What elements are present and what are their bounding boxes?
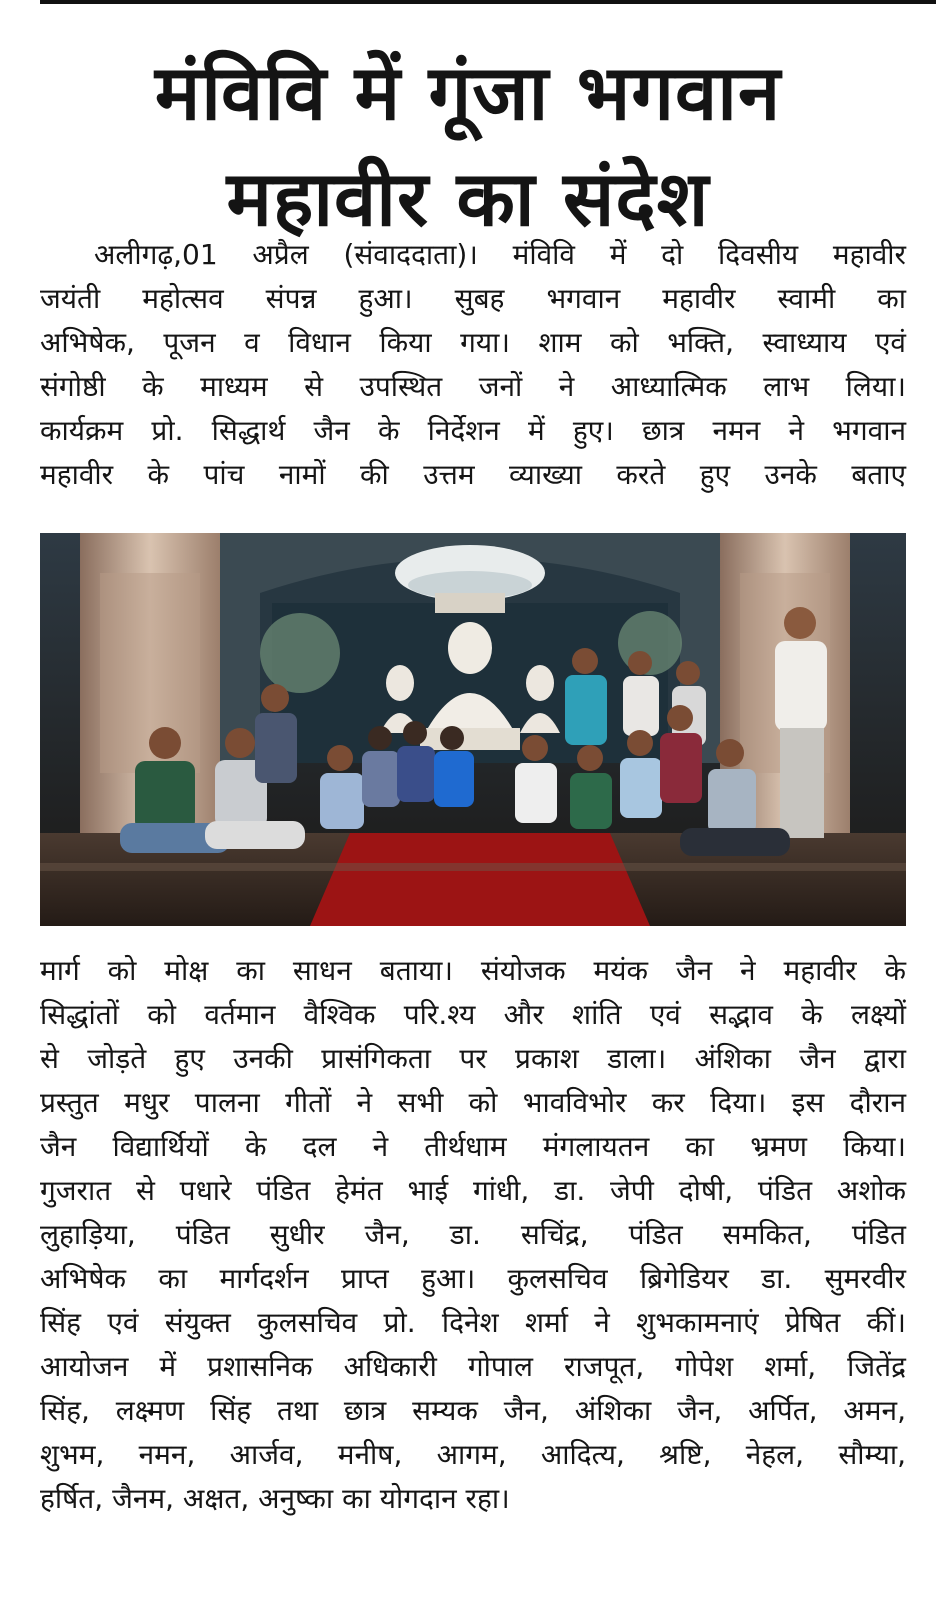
article-line: जैन विद्यार्थियों के दल ने तीर्थधाम मंगलायतन का भ्रमण किया। [40,1130,906,1163]
article-paragraph-1 [40,233,906,497]
group-photo-illustration [40,533,906,926]
top-rule [40,0,936,4]
headline [36,39,900,251]
article-line: हर्षित, जैनम, अक्षत, अनुष्का का योगदान रहा। [40,1482,510,1515]
article-line: अभिषेक, पूजन व विधान किया गया। शाम को भक्ति, स्वाध्याय एवं [40,326,906,359]
article-line: सिद्धांतों को वर्तमान वैश्विक परि.श्य और शांति एवं सद्भाव के लक्ष्यों [40,998,906,1031]
article-line: संगोष्ठी के माध्यम से उपस्थित जनों ने आध्यात्मिक लाभ लिया। [40,370,906,403]
article-line: सिंह, लक्ष्मण सिंह तथा छात्र सम्यक जैन, अंशिका जैन, अर्पित, अमन, [40,1394,906,1427]
article-line: सिंह एवं संयुक्त कुलसचिव प्रो. दिनेश शर्मा ने शुभकामनाएं प्रेषित कीं। [40,1306,906,1339]
article-line: अलीगढ़,01 अप्रैल (संवाददाता)। मंविवि में दो दिवसीय महावीर [94,238,906,271]
article-line: जयंती महोत्सव संपन्न हुआ। सुबह भगवान महावीर स्वामी का [40,282,906,315]
article-line: शुभम, नमन, आर्जव, मनीष, आगम, आदित्य, श्रष्टि, नेहल, सौम्या, [40,1438,906,1471]
article-line: महावीर के पांच नामों की उत्तम व्याख्या करते हुए उनके बताए [40,458,906,491]
event-photo [40,533,906,926]
article-paragraph-2 [40,949,906,1521]
article-line: प्रस्तुत मधुर पालना गीतों ने सभी को भावविभोर कर दिया। इस दौरान [40,1086,906,1119]
article-line: अभिषेक का मार्गदर्शन प्राप्त हुआ। कुलसचिव ब्रिगेडियर डा. सुमरवीर [40,1262,906,1295]
article-line: आयोजन में प्रशासनिक अधिकारी गोपाल राजपूत, गोपेश शर्मा, जितेंद्र [40,1350,906,1383]
headline-line-2: महावीर का संदेश [226,154,710,244]
headline-line-1: मंविवि में गूंजा भगवान [154,48,782,138]
article-line: कार्यक्रम प्रो. सिद्धार्थ जैन के निर्देशन में हुए। छात्र नमन ने भगवान [40,414,906,447]
article-line: से जोड़ते हुए उनकी प्रासंगिकता पर प्रकाश डाला। अंशिका जैन द्वारा [40,1042,906,1075]
article-line: गुजरात से पधारे पंडित हेमंत भाई गांधी, डा. जेपी दोषी, पंडित अशोक [40,1174,906,1207]
article-line: लुहाड़िया, पंडित सुधीर जैन, डा. सचिंद्र, पंडित समकित, पंडित [40,1218,906,1251]
article-line: मार्ग को मोक्ष का साधन बताया। संयोजक मयंक जैन ने महावीर के [40,954,906,987]
